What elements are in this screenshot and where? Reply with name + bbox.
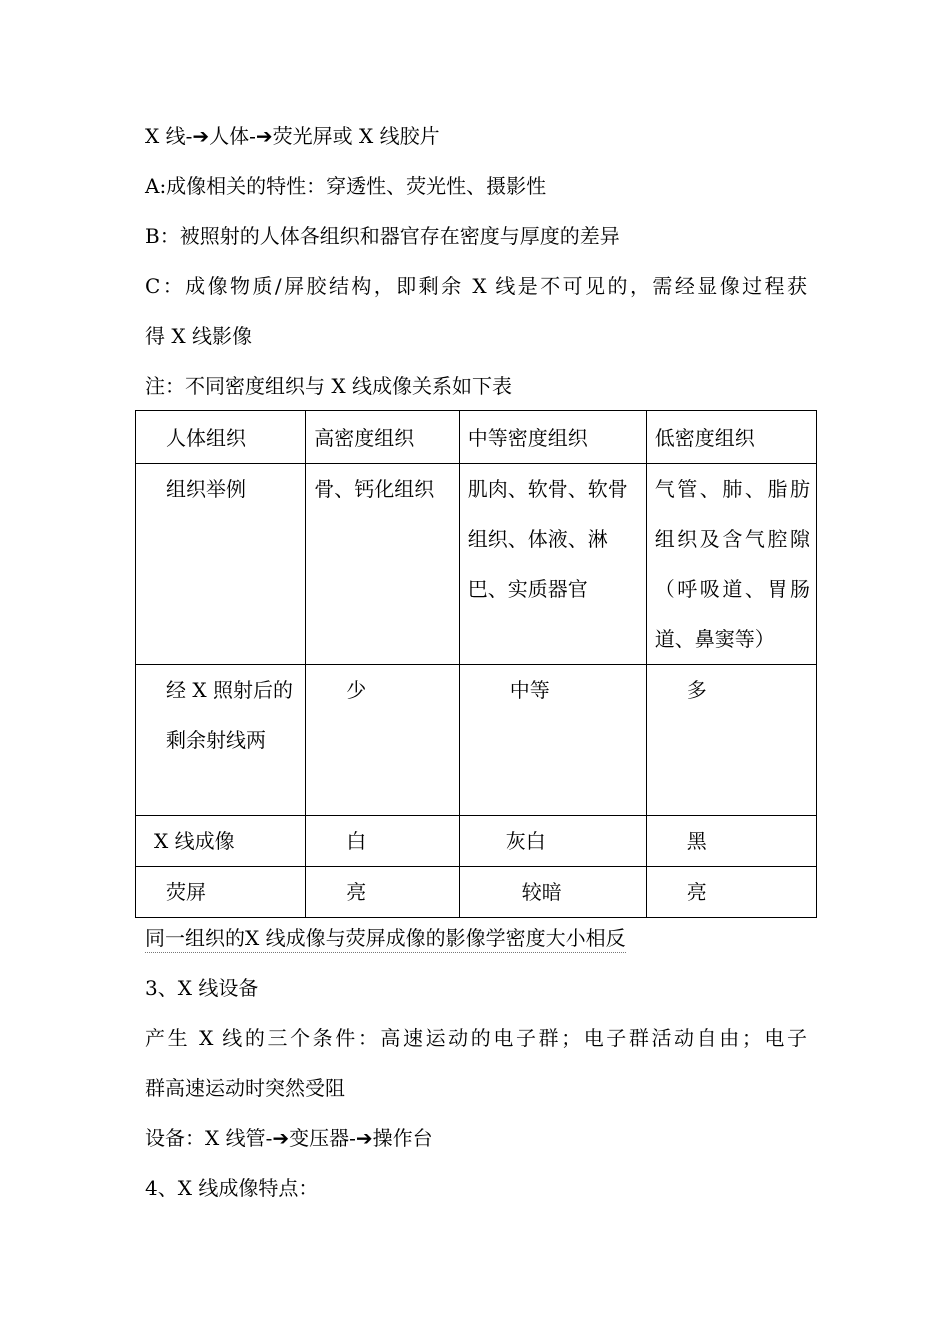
cell-high-fluoro: 亮 <box>306 867 460 918</box>
cell-medium-residual: 中等 <box>459 665 646 816</box>
cell-high-image: 白 <box>306 816 460 867</box>
cell-medium-image: 灰白 <box>459 816 646 867</box>
table-header-row <box>136 411 817 464</box>
cell-medium-examples: 肌肉、软骨、软骨组织、体液、淋巴、实质器官 <box>459 464 646 665</box>
cell-low-residual: 多 <box>646 665 816 816</box>
row-label-examples: 组织举例 <box>136 464 306 665</box>
line-c-imaging-cont: 得 X 线影像 <box>145 324 252 348</box>
line-three-conditions-cont: 群高速运动时突然受阻 <box>145 1076 345 1100</box>
line-xray-path: X 线-➔人体-➔荧光屏或 X 线胶片 <box>145 124 440 148</box>
table-row <box>136 464 817 665</box>
line-b-density: B：被照射的人体各组织和器官存在密度与厚度的差异 <box>145 224 620 248</box>
line-table-note: 注：不同密度组织与 X 线成像关系如下表 <box>145 374 512 398</box>
cell-medium-fluoro: 较暗 <box>459 867 646 918</box>
cell-low-image: 黑 <box>646 816 816 867</box>
cell-high-residual: 少 <box>306 665 460 816</box>
row-label-fluoroscopy: 荧屏 <box>136 867 306 918</box>
line-opposite-density-note: 同一组织的X 线成像与荧屏成像的影像学密度大小相反 <box>145 925 626 953</box>
header-tissue: 人体组织 <box>136 411 306 464</box>
cell-high-examples: 骨、钙化组织 <box>306 464 460 665</box>
table-row <box>136 665 817 816</box>
line-three-conditions: 产生 X 线的三个条件：高速运动的电子群；电子群活动自由；电子 <box>145 1026 807 1050</box>
table-row <box>136 867 817 918</box>
row-label-xray-image: X 线成像 <box>136 816 306 867</box>
section-3-heading: 3、X 线设备 <box>145 976 259 1000</box>
section-4-heading: 4、X 线成像特点： <box>145 1176 319 1200</box>
cell-low-examples: 气管、肺、脂肪组织及含气腔隙（呼吸道、胃肠道、鼻窦等） <box>646 464 816 665</box>
line-equipment: 设备：X 线管-➔变压器-➔操作台 <box>145 1126 433 1150</box>
table-row <box>136 816 817 867</box>
line-a-properties: A:成像相关的特性：穿透性、荧光性、摄影性 <box>145 174 547 198</box>
density-table <box>135 410 817 918</box>
header-low-density: 低密度组织 <box>646 411 816 464</box>
cell-low-fluoro: 亮 <box>646 867 816 918</box>
header-high-density: 高密度组织 <box>306 411 460 464</box>
line-c-imaging: C：成像物质/屏胶结构，即剩余 X 线是不可见的，需经显像过程获 <box>145 274 807 298</box>
header-medium-density: 中等密度组织 <box>459 411 646 464</box>
row-label-residual: 经 X 照射后的剩余射线两 <box>136 665 306 816</box>
